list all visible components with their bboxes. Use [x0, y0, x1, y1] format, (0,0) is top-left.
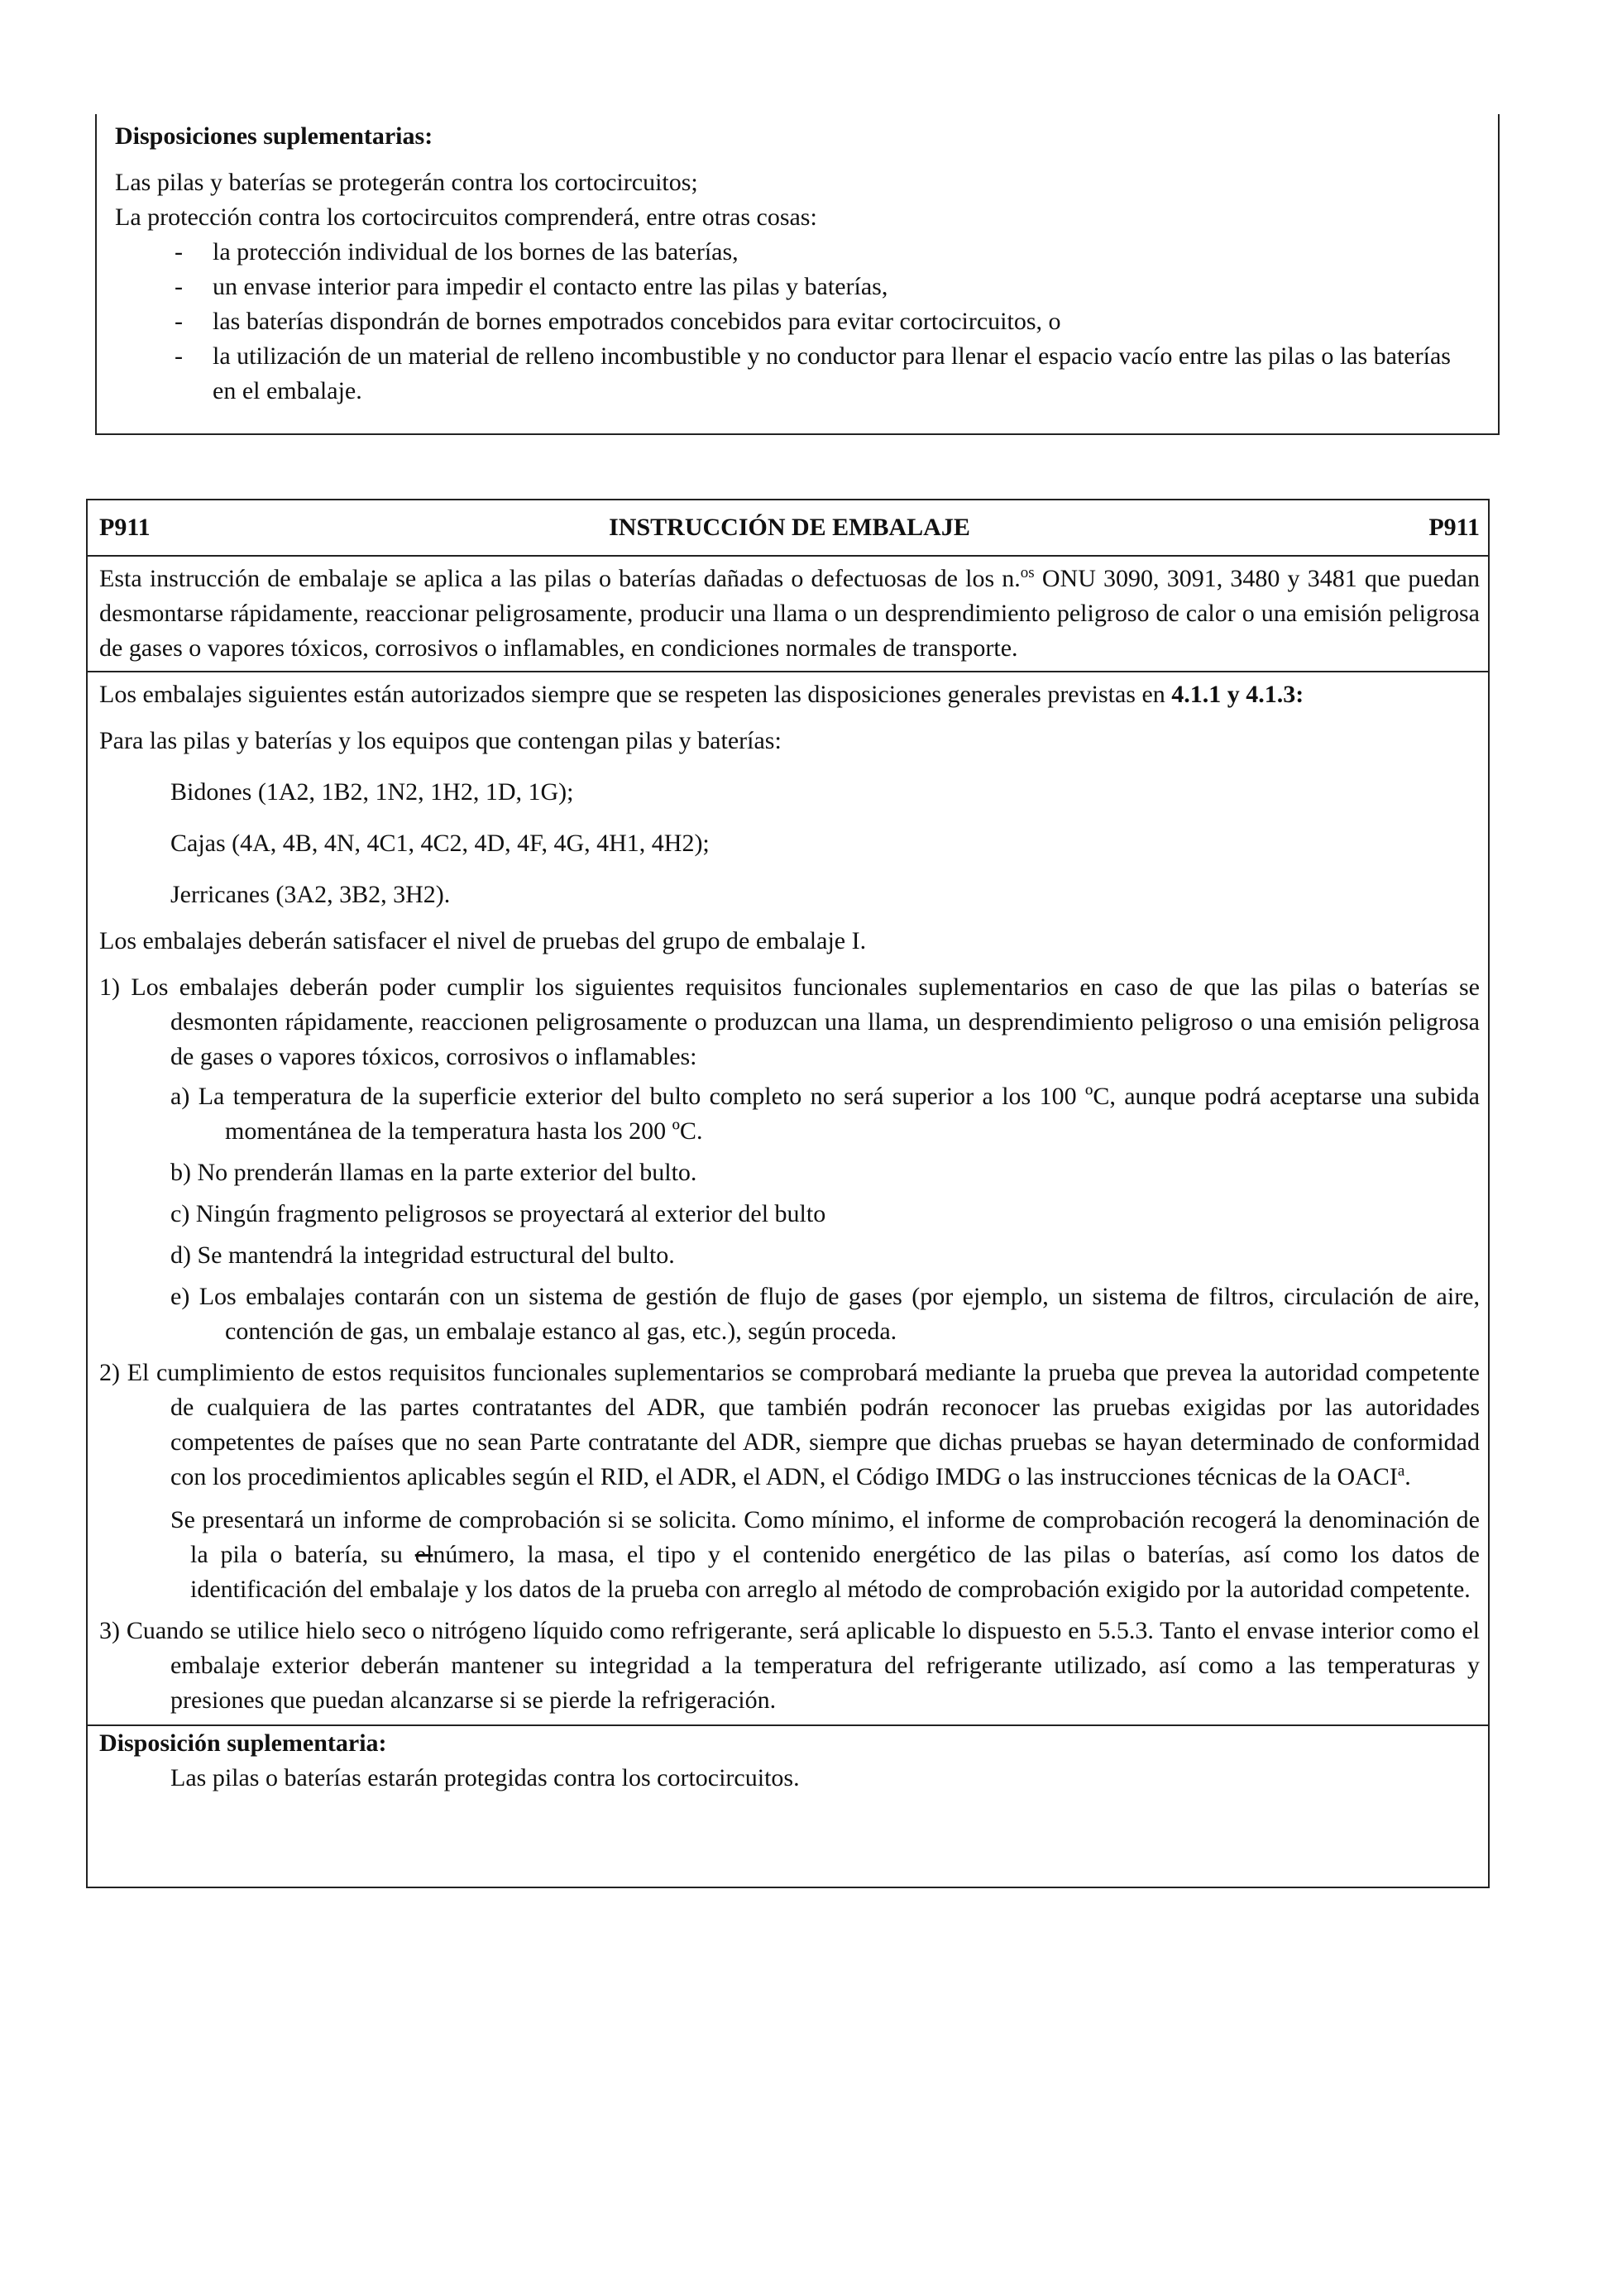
authorized-paragraph: [99, 677, 1480, 712]
list-item: [115, 339, 1480, 409]
scope-text-a: Esta instrucción de embalaje se aplica a las pilas o baterías dañadas o defectuosas de los n.: [99, 565, 1021, 592]
dash-marker: -: [175, 238, 183, 265]
requirement-2-text: 2) El cumplimiento de estos requisitos funcionales suplementarios se comprobará mediante la prueba que prevea la autoridad competente de cualquiera de las partes contratantes del ADR, que también podrán reconocer las pruebas exigidas por las autoridades competentes de países que no sean Parte contratante del ADR, siempre que dichas pruebas se hayan determinado de conformidad con los procedimientos aplicables según el RID, el ADR, el ADN, el Código IMDG o las instrucciones técnicas de la OACI: [99, 1359, 1480, 1490]
supplementary-provision-section: [88, 1726, 1488, 1799]
instruction-code-left: P911: [99, 514, 151, 541]
supplementary-provision-heading: Disposición suplementaria:: [99, 1729, 387, 1757]
dash-marker: -: [175, 273, 183, 300]
supplementary-heading: Disposiciones suplementarias:: [115, 122, 433, 150]
list-item-text: la protección individual de los bornes de las baterías,: [213, 238, 739, 265]
packaging-boxes: Cajas (4A, 4B, 4N, 4C1, 4C2, 4D, 4F, 4G, 4H1, 4H2);: [170, 830, 710, 857]
list-item: [115, 235, 1480, 270]
test-report-paragraph: [99, 1503, 1480, 1607]
test-level-line: Los embalajes deberán satisfacer el nivel de pruebas del grupo de embalaje I.: [99, 927, 867, 954]
requirement-1b: b) No prenderán llamas en la parte exterior del bulto.: [170, 1159, 697, 1186]
protection-line: La protección contra los cortocircuitos comprenderá, entre otras cosas:: [115, 203, 817, 231]
list-item-text: las baterías dispondrán de bornes empotrados concebidos para evitar cortocircuitos, o: [213, 308, 1061, 335]
p911-packing-instruction: [86, 499, 1490, 1888]
dash-marker: -: [175, 342, 183, 370]
authorized-reference: 4.1.1 y 4.1.3:: [1171, 681, 1304, 708]
supplementary-provision-text: Las pilas o baterías estarán protegidas contra los cortocircuitos.: [170, 1764, 800, 1791]
requirement-1c: c) Ningún fragmento peligrosos se proyectará al exterior del bulto: [170, 1200, 826, 1227]
requirement-1a: a) La temperatura de la superficie exterior del bulto completo no será superior a los 100 ºC, aunque podrá aceptarse una subida momentánea de la temperatura hasta los 200 ºC.: [170, 1083, 1480, 1145]
instruction-header: [88, 500, 1488, 557]
authorized-text: Los embalajes siguientes están autorizados siempre que se respeten las disposiciones generales previstas en: [99, 681, 1172, 708]
scope-sup: os: [1020, 564, 1035, 581]
report-strikethrough: el: [414, 1541, 433, 1568]
requirement-2: [99, 1356, 1480, 1495]
requirement-1d: d) Se mantendrá la integridad estructural del bulto.: [170, 1241, 675, 1269]
requirement-1e: e) Los embalajes contarán con un sistema de gestión de flujo de gases (por ejemplo, un sistema de filtros, circulación de aire, contención de gas, un embalaje estanco al gas, etc.), según proceda.: [170, 1283, 1480, 1345]
report-text-a: Se presentará un informe de comprobación si se solicita. Como mínimo, el informe de comprobación recogerá la denominación de la pila o batería, su: [170, 1506, 1480, 1568]
packaging-drums: Bidones (1A2, 1B2, 1N2, 1H2, 1D, 1G);: [170, 778, 574, 806]
scope-section: [88, 557, 1488, 672]
list-item: [115, 304, 1480, 339]
short-circuit-line: Las pilas y baterías se protegerán contra los cortocircuitos;: [115, 169, 698, 196]
list-item: [115, 270, 1480, 304]
footnote-marker: a: [1397, 1462, 1405, 1480]
requirement-1: 1) Los embalajes deberán poder cumplir los siguientes requisitos funcionales suplementarios en caso de que las pilas o baterías se desmonten rápidamente, reaccionen peligrosamente o produzcan una llama, un desprendimiento peligroso o una emisión peligrosa de gases o vapores tóxicos, corrosivos o inflamables:: [99, 973, 1480, 1070]
packaging-jerricans: Jerricanes (3A2, 3B2, 3H2).: [170, 881, 451, 908]
list-item-text: un envase interior para impedir el contacto entre las pilas y baterías,: [213, 273, 888, 300]
dash-marker: -: [175, 308, 183, 335]
authorized-packagings-section: [88, 672, 1488, 1726]
for-batteries-line: Para las pilas y baterías y los equipos que contengan pilas y baterías:: [99, 727, 782, 754]
requirement-3: 3) Cuando se utilice hielo seco o nitrógeno líquido como refrigerante, será aplicable lo dispuesto en 5.5.3. Tanto el envase interior como el embalaje exterior deberán mantener su integridad a la temperatura del refrigerante utilizado, así como a las temperaturas y presiones que puedan alcanzarse si se pierde la refrigeración.: [99, 1617, 1480, 1714]
report-text-b: número, la masa, el tipo y el contenido energético de las pilas o baterías, así como los datos de identificación del embalaje y los datos de la prueba con arreglo al método de comprobación exigido por la autoridad competente.: [190, 1541, 1480, 1603]
requirement-2-end: .: [1404, 1463, 1411, 1490]
supplementary-provisions-block: [95, 114, 1500, 435]
scope-text-b: ONU 3090, 3091, 3480 y 3481 que puedan desmontarse rápidamente, reaccionar peligrosamente, producir una llama o un desprendimiento peligroso de calor o una emisión peligrosa de gases o vapores tóxicos, corrosivos o inflamables, en condiciones normales de transporte.: [99, 565, 1480, 662]
instruction-code-right: P911: [1428, 514, 1480, 541]
instruction-title: INSTRUCCIÓN DE EMBALAJE: [609, 514, 970, 541]
scope-paragraph: [99, 562, 1480, 666]
list-item-text: la utilización de un material de relleno incombustible y no conductor para llenar el espacio vacío entre las pilas o las baterías en el embalaje.: [213, 342, 1451, 404]
